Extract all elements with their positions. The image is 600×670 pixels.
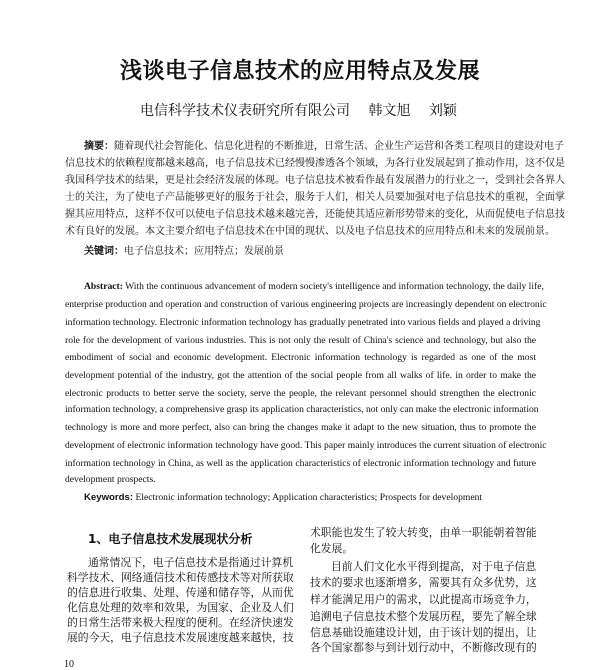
abstract-cn-line: 士的关注，为了使电子产品能够更好的服务于社会，服务于人们，相关人员要加强对电子信息技术的重视，全面掌 [65, 192, 565, 203]
abstract-cn-line: 我国科学技术的结果，更是社会经济发展的体现。电子信息技术被看作最有发展潜力的行业之一，受到社会各界人 [65, 175, 565, 186]
body-line: 技术的要求也逐渐增多，需要其有众多优势，这 [310, 576, 537, 589]
abstract-en-line: technology is more and more perfect, also can bring the changes make it adapt to the new situation, thus to promote the [65, 422, 536, 433]
body-line: 化信息处理的效率和效果，为国家、企业及人们 [67, 601, 294, 614]
paper-title: 浅谈电子信息技术的应用特点及发展 [119, 59, 480, 84]
abstract-en-text: With the continuous advancement of modern society's intelligence and information technology, the daily life, [125, 281, 544, 292]
author-line [140, 100, 471, 120]
abstract-en-line: role for the development of various industries. This is not only the result of China's science and technology, but also the [65, 335, 536, 346]
body-line: 追溯电子信息技术整个发展历程，要先了解全球 [310, 610, 537, 623]
body-line: 目前人们文化水平得到提高，对于电子信息 [331, 560, 537, 573]
body-line: 样才能满足用户的需求，以此提高市场竞争力， [310, 593, 537, 606]
abstract-en-line: development of electronic information technology have good. This paper mainly introduces the current situation of electronic [65, 440, 547, 451]
body-line: 的信息进行收集、处理、传递和储存等，从而优 [67, 586, 294, 599]
abstract-en-line: development prospects. [65, 474, 156, 485]
keywords-cn [84, 246, 284, 258]
abstract-en-line: development potential of the industry, got the attention of the social people from all walks of life. in order to make the [65, 370, 536, 381]
abstract-en-line [84, 281, 544, 293]
keywords-cn-text: 电子信息技术；应用特点；发展前景 [124, 246, 284, 257]
abstract-en-line: enterprise production and operation and construction of various engineering projects are increasingly dependent on electronic [65, 299, 547, 310]
body-line: 术职能也发生了较大转变，由单一职能朝着智能 [310, 526, 537, 539]
abstract-cn-text: 随着现代社会智能化、信息化进程的不断推进，日常生活、企业生产运营和各类工程项目的建设对电子 [114, 141, 564, 152]
abstract-cn-line: 握其应用特点，这样不仅可以使电子信息技术越来越完善，还能使其适应新形势带来的变化，从而促使电子信息技 [65, 209, 565, 220]
body-line: 化发展。 [310, 542, 354, 555]
abstract-en-line: information technology in China, as well as the application characteristics of electronic information technology and future [65, 458, 536, 469]
keywords-en-text: Electronic information technology; Application characteristics; Prospects for development [135, 492, 483, 503]
abstract-en-line: information technology. Electronic information technology has gradually penetrated into various fields and played a driving [65, 317, 541, 328]
section-heading: 1、电子信息技术发展现状分析 [88, 532, 253, 546]
keywords-en-label: Keywords: [84, 492, 134, 503]
body-line: 信息基础设施建设计划，由于该计划的提出，让 [310, 626, 537, 639]
abstract-en-line: electronic products to better serve the society, serve the people, the relevant personnel should strengthen the electronic [65, 388, 536, 399]
body-line: 各个国家都参与到计划行动中，不断修改现有的 [310, 641, 537, 654]
abstract-en-line: information technology, a comprehensive grasp its application characteristics, not only can make the electronic information [65, 404, 539, 415]
abstract-cn-line [84, 141, 564, 153]
abstract-cn-line: 信息技术的依赖程度都越来越高，电子信息技术已经慢慢渗透各个领域，为各行业发展起到了推动作用，这不仅是 [65, 158, 565, 169]
keywords-cn-label: 关键词： [84, 246, 124, 257]
abstract-en-label: Abstract: [84, 281, 123, 292]
keywords-en [84, 492, 482, 504]
body-line: 通常情况下，电子信息技术是指通过计算机 [88, 556, 294, 569]
body-line: 的日常生活带来极大程度的便利。在经济快速发 [67, 616, 294, 629]
author-name: 韩文旭 [368, 103, 411, 119]
abstract-en-line: embodiment of social and economic development. Electronic information technology is regarded as one of the most [65, 352, 536, 363]
affiliation: 电信科学技术仪表研究所有限公司 [140, 103, 350, 119]
abstract-cn-line: 术有良好的发展。本文主要介绍电子信息技术在中国的现状、以及电子信息技术的应用特点和未来的发展前景。 [65, 226, 555, 237]
body-line: 展的今天，电子信息技术发展速度越来越快，技 [67, 631, 294, 644]
page-number: 10 [64, 659, 74, 670]
author-name: 刘颖 [428, 103, 457, 119]
body-line: 科学技术、网络通信技术和传感技术等对所获取 [67, 571, 294, 584]
abstract-cn-label: 摘要： [84, 141, 114, 152]
